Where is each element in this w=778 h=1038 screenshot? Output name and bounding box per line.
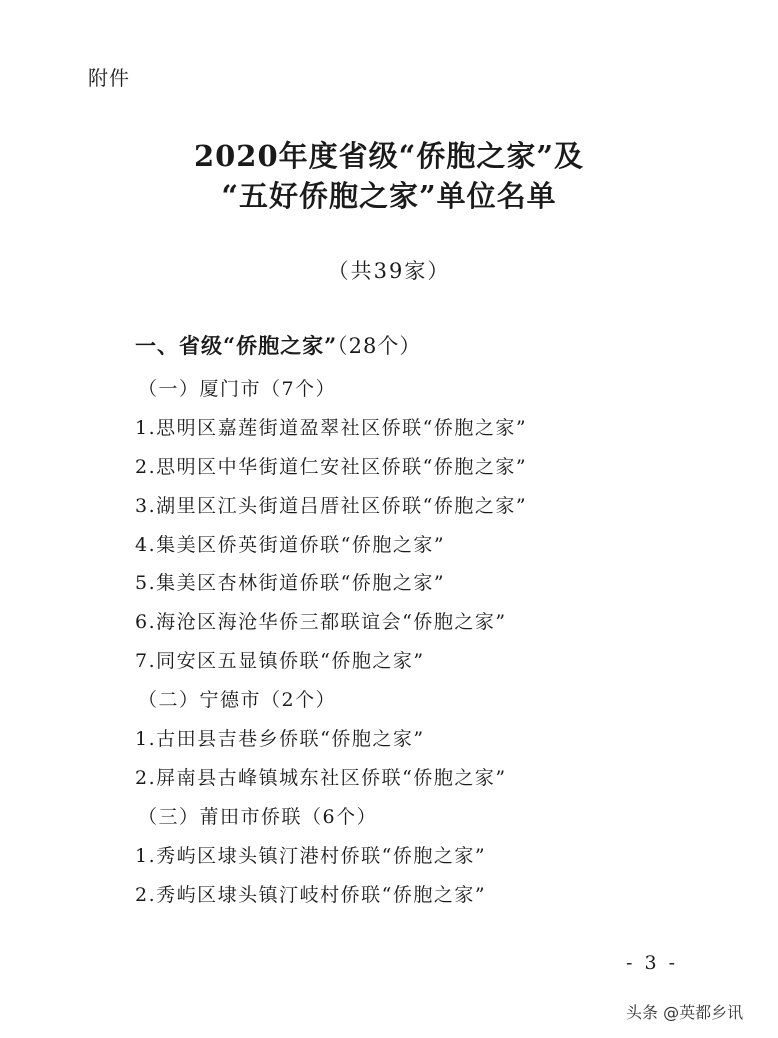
list-item: 2.秀屿区埭头镇汀岐村侨联“侨胞之家” (135, 884, 487, 906)
group-heading-putian: （三）莆田市侨联（6个） (138, 806, 378, 828)
list-item: 1.古田县吉巷乡侨联“侨胞之家” (135, 728, 425, 750)
watermark (624, 1000, 743, 1023)
attachment-label: 附件 (88, 66, 130, 90)
section-heading-count: （28个） (337, 334, 422, 358)
page-number: - 3 - (626, 952, 679, 974)
list-item: 1.思明区嘉莲街道盈翠社区侨联“侨胞之家” (135, 417, 528, 439)
list-item: 3.湖里区江头街道吕厝社区侨联“侨胞之家” (135, 495, 528, 517)
section-heading-text: 一、省级“侨胞之家” (135, 333, 338, 358)
list-item: 4.集美区侨英街道侨联“侨胞之家” (135, 534, 446, 556)
document-title-line-2: “五好侨胞之家”单位名单 (221, 179, 557, 213)
list-item: 7.同安区五显镇侨联“侨胞之家” (135, 650, 425, 672)
list-item: 1.秀屿区埭头镇汀港村侨联“侨胞之家” (135, 845, 487, 867)
list-item: 5.集美区杏林街道侨联“侨胞之家” (135, 572, 446, 594)
document-title-line-1: 2020年度省级“侨胞之家”及 (193, 139, 585, 173)
total-count: （共39家） (327, 259, 451, 283)
list-item: 2.思明区中华街道仁安社区侨联“侨胞之家” (135, 456, 528, 478)
group-heading-xiamen: （一）厦门市（7个） (138, 378, 337, 400)
group-heading-ningde: （二）宁德市（2个） (138, 689, 337, 711)
list-item: 6.海沧区海沧华侨三都联谊会“侨胞之家” (135, 611, 507, 633)
section-heading (135, 330, 421, 360)
watermark-text: 头条 @英都乡讯 (626, 1003, 744, 1022)
list-item: 2.屏南县古峰镇城东社区侨联“侨胞之家” (135, 767, 507, 789)
